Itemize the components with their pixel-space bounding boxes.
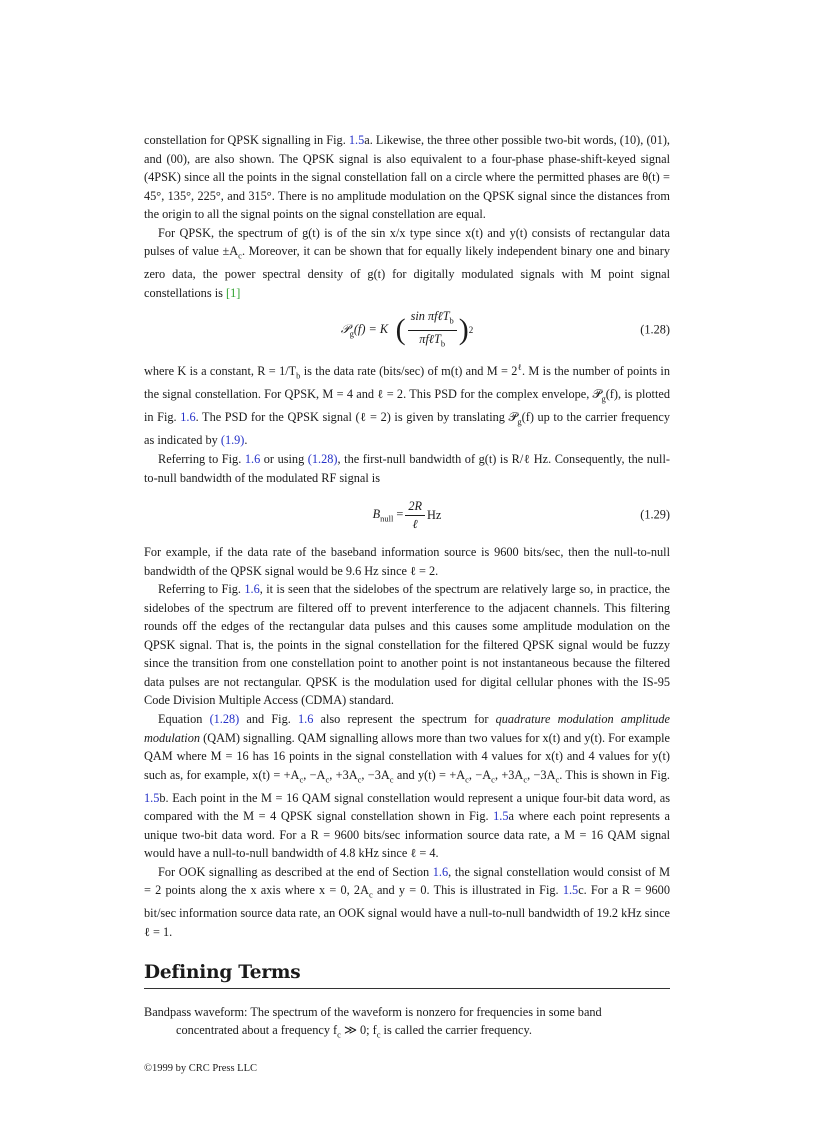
paragraph-sidelobes: Referring to Fig. 1.6, it is seen that the sidelobes of the spectrum are relatively large so, in practice, the sidelobes of the spectrum are filtered off to prevent interference to the adjacent channels. This filtering rounds off the edges of the rectangular data pulses and this causes some amplitude modulation on the QPSK signal. That is, the points in the signal constellation for the filtered QPSK signal would be fuzzy since the transition from one constellation point to another point is not instantaneous because the filtered data pulses are not rectangular. QPSK is the modulation used for digital cellular phones with the IS-95 Code Division Multiple Access (CDMA) standard. — [144, 582, 670, 708]
section-heading-defining-terms: Defining Terms — [144, 962, 670, 989]
equation-1-28: 𝒫$_g$(f) = K ( $\frac{\sin \pi f\ell T_b}{\pi f\ell T_b}$ ) 2 (1.28) — [144, 302, 670, 358]
copyright-footer: ©1999 by CRC Press LLC — [144, 1063, 257, 1075]
paragraph-ook: For OOK signalling as described at the end of Section 1.6, the signal constellation would consist of M = 2 points along the x axis where x = 0, $2A_c$ and y = 0. This is illustrated in Fig. 1.5c. For a R = 9600 bit/sec information source data rate, an OOK signal would have a null-to-null bandwidth of 19.2 kHz since ℓ = 1. — [144, 864, 671, 939]
figure-1-5-link[interactable]: 1.5 — [144, 790, 160, 805]
figure-1-6-link[interactable]: 1.6 — [244, 452, 261, 467]
equation-lhs: $B_{null}$ = — [372, 506, 404, 524]
equation-lhs: 𝒫$_g$(f) = K — [340, 322, 389, 339]
paragraph-qam: Equation (1.28) and Fig. 1.6 also represent the spectrum for quadrature modulation amplitude modulation (QAM) signalling. QAM signalling allows more than two values for x(t) and y(t). For example QAM where M = 16 has 16 points in the signal constellation with 4 values for x(t) and 4 values for y(t) such as, for example, $x(t) = +A_c$, $-A_c$, $+3A_c$, $-3A_c$ and $y(t) = +A_c$, $-A_c$, $+3A_c$, $-3A_c$. This is shown in Fig. 1.5b. Each point in the M = 16 QAM signal constellation would represent a unique four-bit data word, as compared with the M = 4 QPSK signal constellation shown in Fig. 1.5a where each point represents a unique two-bit data word. For a R = 9600 bits/sec information source data rate, a M = 16 QAM signal would have a null-to-null bandwidth of 4.8 kHz since ℓ = 4. — [144, 712, 670, 861]
term-definition: concentrated about a frequency $f_c$ ≫ 0; $f_c$ is called the carrier frequency. — [176, 1023, 532, 1040]
page-body — [144, 131, 670, 1074]
equation-number: (1.29) — [640, 507, 670, 522]
paragraph-qpsk-constellation: constellation for QPSK signalling in Fig. 1.5a. Likewise, the three other possible two-bit words, (10), (01), and (00), are also shown. The QPSK signal is also equivalent to a four-phase phase-shift-keyed signal (4PSK) since all the points in the signal constellation fall on a circle where the permitted phases are θ(t) = 45°, 135°, 225°, and 315°. There is no amplitude modulation on the QPSK signal since the distances from the origin to all the signal points on the signal constellation are equal. — [144, 133, 671, 222]
equation-1-28-link[interactable]: (1.28) — [307, 452, 338, 467]
equation-fraction: $\frac{2R}{\text{ℓ}}$ — [405, 499, 425, 532]
figure-1-6-link[interactable]: 1.6 — [297, 712, 314, 727]
figure-1-5-link[interactable]: 1.5 — [348, 133, 365, 147]
figure-1-6-link[interactable]: 1.6 — [180, 410, 196, 425]
equation-number: (1.28) — [640, 322, 670, 337]
figure-1-5-link[interactable]: 1.5 — [493, 809, 509, 824]
equation-unit: Hz — [427, 507, 442, 522]
term-bandpass-waveform: Bandpass waveform: The spectrum of the waveform is nonzero for frequencies in some band concentrated about a frequency $f_c$ ≫ 0; $f_c$ is called the carrier frequency. — [144, 1003, 670, 1045]
paragraph-constant-definitions: where K is a constant, $R = 1/T_b$ is the data rate (bits/sec) of m(t) and $M = 2^\ell$. M is the number of points in the signal constellation. For QPSK, M = 4 and ℓ = 2. This PSD for the complex envelope, 𝒫$_g$(f), is plotted in Fig. 1.6. The PSD for the QPSK signal (ℓ = 2) is given by translating 𝒫$_g$(f) up to the carrier frequency as indicated by (1.9). — [144, 362, 670, 448]
paragraph-qpsk-spectrum: For QPSK, the spectrum of g(t) is of the sin x/x type since x(t) and y(t) consists of rectangular data pulses of value $\pm A_c$. Moreover, it can be shown that for equally likely independent binary one and binary zero data, the power spectral density of g(t) for digitally modulated signals with M point signal constellations is [1] — [144, 225, 670, 300]
term-name: Bandpass waveform: — [144, 1004, 248, 1019]
figure-1-5-link[interactable]: 1.5 — [562, 883, 579, 898]
equation-exponent: 2 — [468, 325, 474, 336]
equation-fraction: $\frac{\sin \pi f\ell T_b}{\pi f\ell T_b}$ — [408, 309, 457, 351]
qam-emphasis: quadrature modulation amplitude modulation — [144, 712, 670, 745]
paragraph-first-null-bandwidth: Referring to Fig. 1.6 or using (1.28), the first-null bandwidth of g(t) is R/ℓ Hz. Consequently, the null-to-null bandwidth of the modulated RF signal is — [144, 452, 670, 485]
equation-1-28-link[interactable]: (1.28) — [209, 712, 240, 727]
equation-1-29 — [144, 487, 670, 543]
figure-1-6-link[interactable]: 1.6 — [244, 582, 260, 597]
section-1-6-link[interactable]: 1.6 — [432, 864, 449, 879]
paragraph-example-9600: For example, if the data rate of the baseband information source is 9600 bits/sec, then the null-to-null bandwidth of the QPSK signal would be 9.6 Hz since ℓ = 2. — [144, 545, 670, 578]
citation-1-link[interactable]: [1] — [225, 285, 241, 300]
equation-1-9-link[interactable]: (1.9) — [220, 433, 245, 448]
